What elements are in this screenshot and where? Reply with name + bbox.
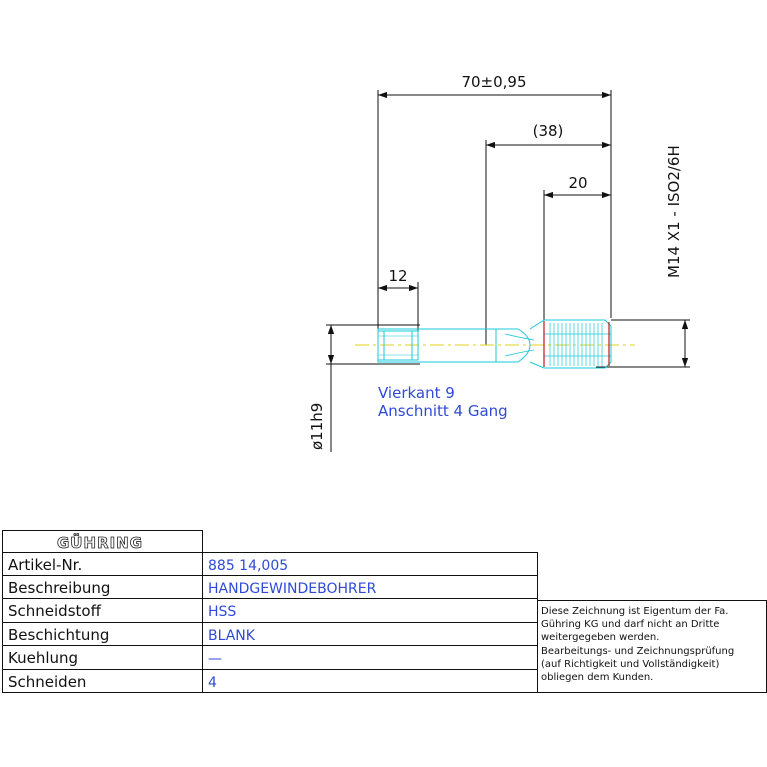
note-square: Vierkant 9	[378, 384, 455, 402]
legal-line: Gühring KG und darf nicht an Dritte	[541, 619, 720, 630]
square-length-label: 12	[388, 267, 408, 285]
title-block-rows	[8, 556, 377, 691]
shank-diameter-label: ø11h9	[308, 402, 326, 450]
label-beschichtung: Beschichtung	[8, 626, 110, 644]
overall-length-label: 70±0,95	[461, 73, 527, 91]
value-artikel-nr: 885 14,005	[208, 558, 289, 574]
legal-line: weitergegeben werden.	[541, 632, 660, 643]
label-artikel-nr: Artikel-Nr.	[8, 556, 83, 574]
value-schneidstoff: HSS	[208, 604, 237, 620]
label-schneiden: Schneiden	[8, 673, 87, 691]
label-kuehlung: Kuehlung	[8, 649, 79, 667]
dimension-thread-length	[544, 190, 611, 320]
label-beschreibung: Beschreibung	[8, 579, 111, 597]
value-beschichtung: BLANK	[208, 628, 255, 644]
note-chamfer: Anschnitt 4 Gang	[378, 402, 508, 420]
tap-part	[355, 320, 635, 368]
value-beschreibung: HANDGEWINDEBOHRER	[208, 581, 377, 597]
shank-length-label: (38)	[532, 122, 564, 140]
guehring-logo: GÜHRING	[56, 534, 144, 552]
label-schneidstoff: Schneidstoff	[8, 602, 101, 620]
dimension-shank-length	[486, 140, 611, 345]
legal-notice	[541, 606, 734, 683]
value-kuehlung: —	[208, 651, 222, 667]
dimension-thread-diameter	[596, 320, 690, 367]
thread-length-label: 20	[568, 174, 588, 192]
legal-line: Diese Zeichnung ist Eigentum der Fa.	[541, 606, 729, 617]
legal-line: obliegen dem Kunden.	[541, 672, 654, 683]
dimension-overall-length	[378, 90, 611, 332]
legal-line: Bearbeitungs- und Zeichnungsprüfung	[541, 646, 735, 657]
thread-spec-label: M14 X1 - ISO2/6H	[665, 145, 683, 278]
value-schneiden: 4	[208, 675, 217, 691]
legal-line: (auf Richtigkeit und Vollständigkeit)	[541, 659, 720, 670]
